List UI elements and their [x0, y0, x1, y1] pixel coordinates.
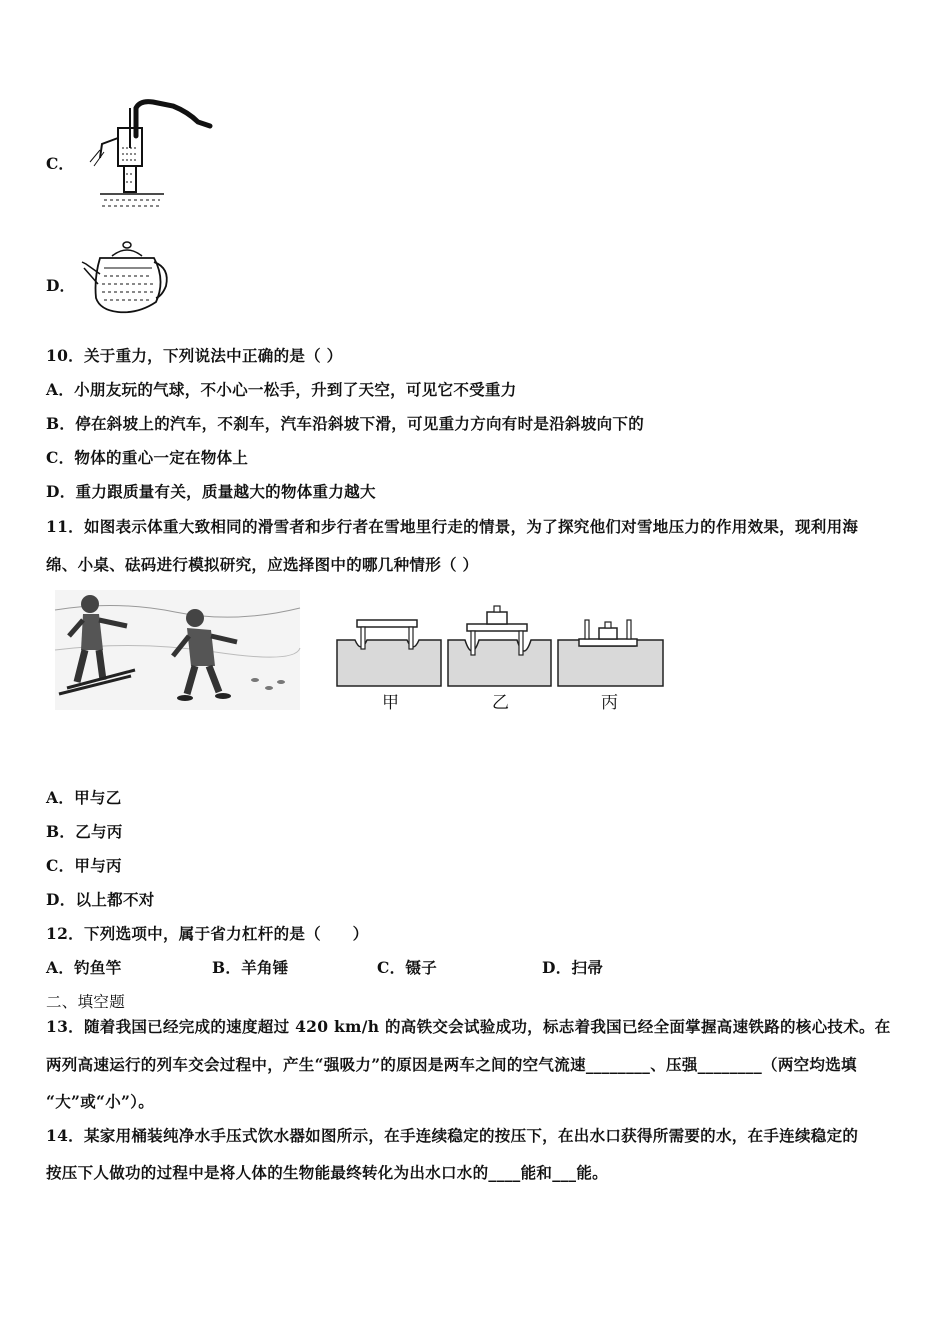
q14-line2: 按压下人做功的过程中是将人体的生物能最终转化为出水口水的____能和___能。	[46, 1163, 608, 1182]
figure-label-yi: 乙	[492, 693, 509, 713]
q10-option-c: C．物体的重心一定在物体上	[46, 448, 249, 467]
skier-walker-figure	[55, 590, 300, 710]
option-c-label: C．	[46, 154, 74, 173]
section-title-fill-in: 二、填空题	[46, 993, 126, 1011]
q11-option-a: A．甲与乙	[46, 788, 122, 807]
q12-stem: 12．下列选项中，属于省力杠杆的是（ ）	[46, 924, 369, 943]
q12-option-c: C．镊子	[377, 958, 438, 977]
option-d-label: D．	[46, 276, 75, 295]
q13-line3: “大”或“小”）。	[46, 1092, 155, 1111]
q10-option-d: D．重力跟质量有关，质量越大的物体重力越大	[46, 482, 376, 501]
figure-label-bing: 丙	[601, 693, 618, 713]
setup-jia	[337, 620, 441, 686]
q12-option-a: A．钓鱼竿	[46, 958, 122, 977]
setup-bing	[558, 620, 663, 686]
q11-option-c: C．甲与丙	[46, 856, 122, 875]
figure-label-jia: 甲	[382, 693, 399, 713]
q12-option-d: D．扫帚	[542, 958, 604, 977]
q10-option-b: B．停在斜坡上的汽车，不刹车，汽车沿斜坡下滑，可见重力方向有时是沿斜坡向下的	[46, 414, 645, 433]
q11-stem-line2: 绵、小桌、砝码进行模拟研究，应选择图中的哪几种情形（ ）	[46, 555, 479, 574]
q14-line1: 14．某家用桶装纯净水手压式饮水器如图所示，在手连续稳定的按压下，在出水口获得所需要的水，在手连续稳定的	[46, 1126, 859, 1145]
q12-option-b: B．羊角锤	[212, 958, 289, 977]
q13-line2: 两列高速运行的列车交会过程中，产生“强吸力”的原因是两车之间的空气流速________、压强________（两空均选填	[46, 1055, 857, 1074]
q10-stem: 10．关于重力，下列说法中正确的是（ ）	[46, 346, 343, 365]
q10-option-a: A．小朋友玩的气球，不小心一松手，升到了天空，可见它不受重力	[46, 380, 517, 399]
q11-stem-line1: 11．如图表示体重大致相同的滑雪者和步行者在雪地里行走的情景，为了探究他们对雪地压力的作用效果，现利用海	[46, 517, 859, 536]
q11-option-b: B．乙与丙	[46, 822, 123, 841]
q13-line1: 13．随着我国已经完成的速度超过 420 km/h 的高铁交会试验成功，标志着我国已经全面掌握高速铁路的核心技术。在	[46, 1017, 891, 1036]
setup-yi	[448, 606, 551, 686]
sponge-table-figure	[335, 600, 670, 690]
pump-figure	[78, 98, 218, 213]
q11-option-d: D．以上都不对	[46, 890, 155, 909]
teapot-figure	[78, 240, 173, 315]
